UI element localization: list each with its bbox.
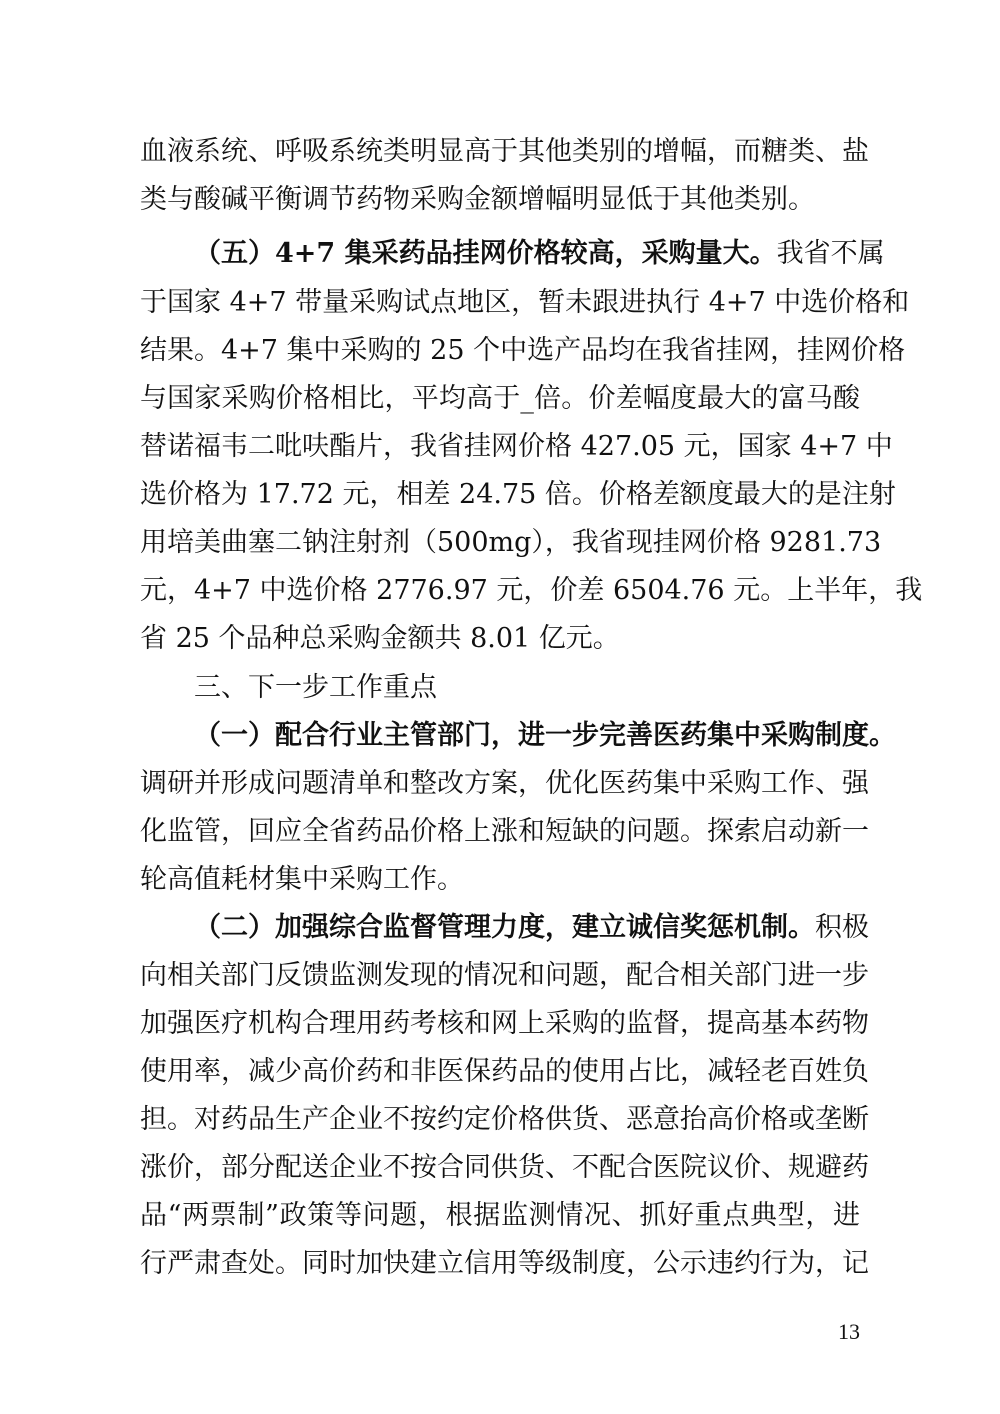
paragraph-2-line-2: 于国家 4+7 带量采购试点地区，暂未跟进执行 4+7 中选价格和 <box>140 287 910 318</box>
section-5-heading: （五）4+7 集采药品挂网价格较高，采购量大。 <box>194 238 777 269</box>
paragraph-3-line-3: 化监管，回应全省药品价格上涨和短缺的问题。探索启动新一 <box>140 816 869 847</box>
paragraph-4-line-1-rest: 积极 <box>815 912 869 943</box>
paragraph-2-line-4: 与国家采购价格相比，平均高于_倍。价差幅度最大的富马酸 <box>140 383 860 414</box>
paragraph-2-line-1-rest: 我省不属 <box>776 238 885 269</box>
subsection-1-heading: （一）配合行业主管部门，进一步完善医药集中采购制度。 <box>194 720 896 751</box>
paragraph-2-line-5: 替诺福韦二吡呋酯片，我省挂网价格 427.05 元，国家 4+7 中 <box>140 431 893 462</box>
section-3-heading: 三、下一步工作重点 <box>194 672 437 703</box>
paragraph-1-line-2: 类与酸碱平衡调节药物采购金额增幅明显低于其他类别。 <box>140 184 815 215</box>
paragraph-4-line-5: 担。对药品生产企业不按约定价格供货、恶意抬高价格或垄断 <box>140 1104 869 1135</box>
paragraph-4-line-1 <box>194 910 869 946</box>
paragraph-2-line-9: 省 25 个品种总采购金额共 8.01 亿元。 <box>140 623 620 654</box>
paragraph-4-line-3: 加强医疗机构合理用药考核和网上采购的监督，提高基本药物 <box>140 1008 869 1039</box>
paragraph-4-line-4: 使用率，减少高价药和非医保药品的使用占比，减轻老百姓负 <box>140 1056 869 1087</box>
paragraph-3-line-4: 轮高值耗材集中采购工作。 <box>140 864 464 895</box>
paragraph-3-line-2: 调研并形成问题清单和整改方案，优化医药集中采购工作、强 <box>140 768 869 799</box>
paragraph-2-line-6: 选价格为 17.72 元，相差 24.75 倍。价格差额度最大的是注射 <box>140 479 896 510</box>
subsection-2-heading: （二）加强综合监督管理力度，建立诚信奖惩机制。 <box>194 912 815 943</box>
paragraph-2-line-7: 用培美曲塞二钠注射剂（500mg），我省现挂网价格 9281.73 <box>140 527 882 558</box>
paragraph-4-line-2: 向相关部门反馈监测发现的情况和问题，配合相关部门进一步 <box>140 960 869 991</box>
paragraph-4-line-6: 涨价，部分配送企业不按合同供货、不配合医院议价、规避药 <box>140 1152 869 1183</box>
paragraph-2-line-1 <box>194 236 885 272</box>
paragraph-1-line-1: 血液系统、呼吸系统类明显高于其他类别的增幅，而糖类、盐 <box>140 136 869 167</box>
paragraph-4-line-8: 行严肃查处。同时加快建立信用等级制度，公示违约行为，记 <box>140 1248 869 1279</box>
page-number: 13 <box>838 1319 860 1344</box>
paragraph-2-line-8: 元，4+7 中选价格 2776.97 元，价差 6504.76 元。上半年，我 <box>140 575 923 606</box>
paragraph-4-line-7: 品“两票制”政策等问题，根据监测情况、抓好重点典型，进 <box>140 1200 860 1231</box>
paragraph-2-line-3: 结果。4+7 集中采购的 25 个中选产品均在我省挂网，挂网价格 <box>140 335 906 366</box>
